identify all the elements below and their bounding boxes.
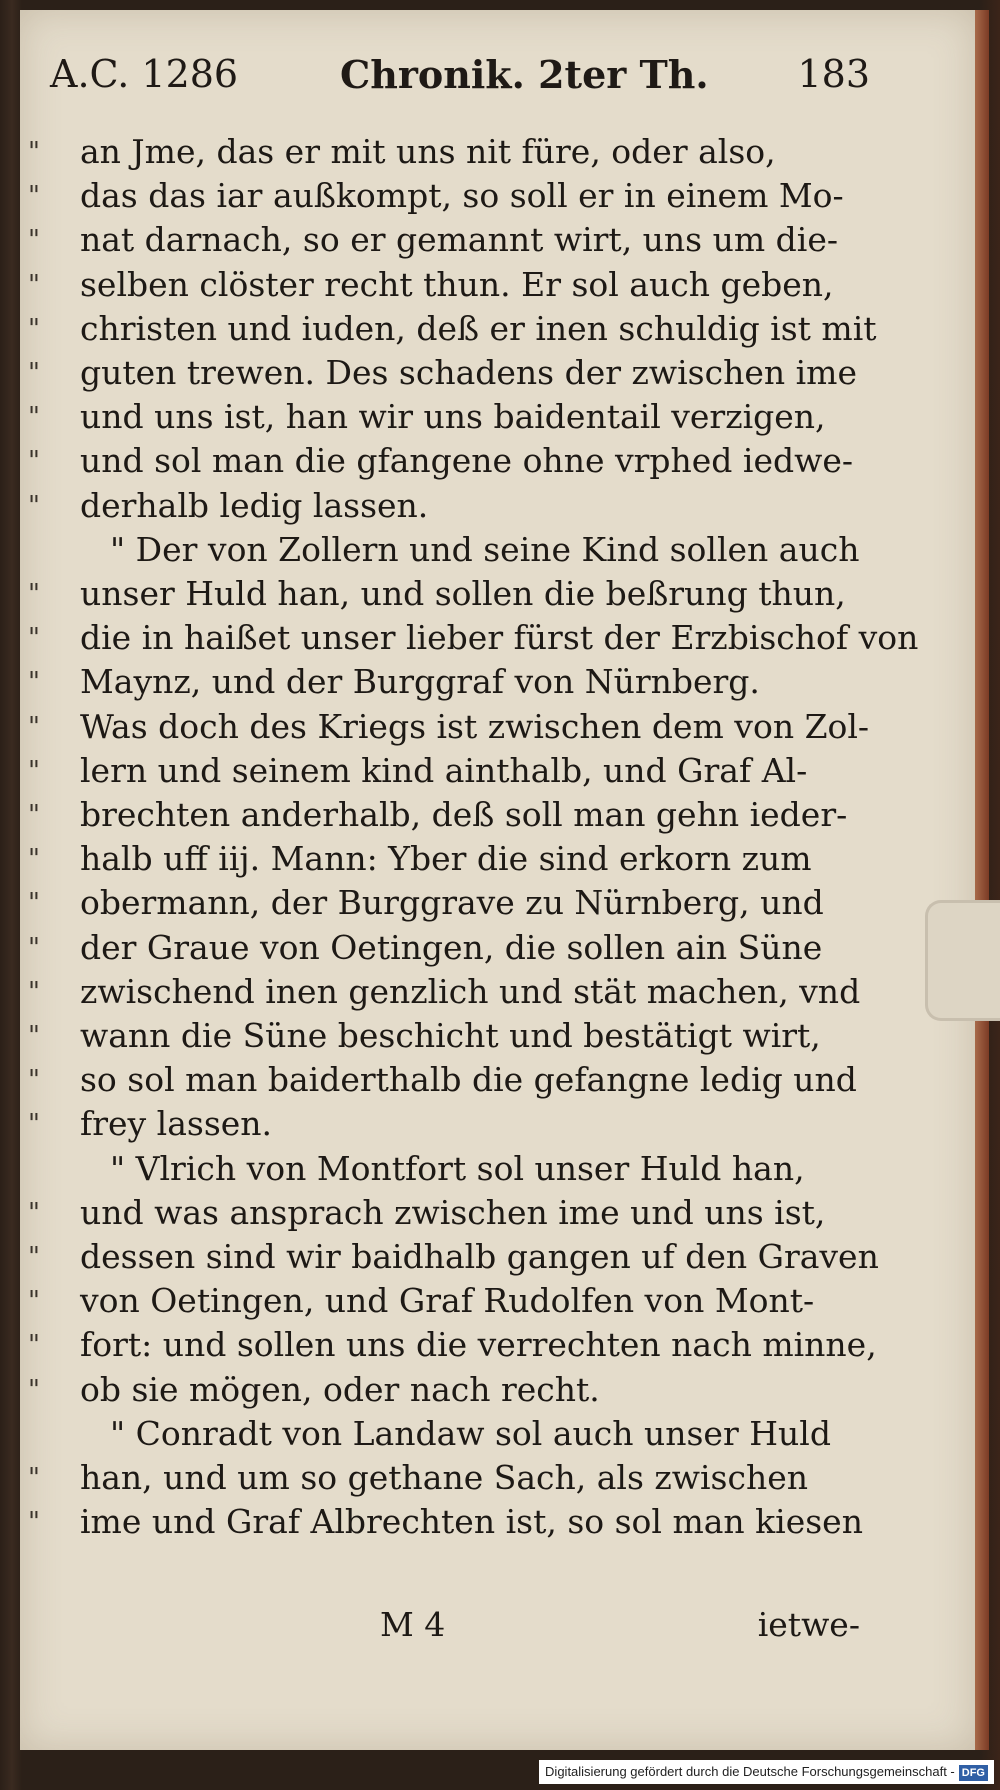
text-line bbox=[28, 1323, 888, 1367]
quotation-mark: " bbox=[28, 313, 40, 344]
line-text: lern und seinem kind ainthalb, und Graf Al- bbox=[80, 750, 808, 790]
line-text: zwischend inen genzlich und stät machen, vnd bbox=[80, 971, 861, 1011]
quotation-mark: " bbox=[28, 1374, 40, 1405]
quotation-mark: " bbox=[28, 1463, 40, 1493]
quotation-mark: " bbox=[28, 932, 40, 963]
page-number: 183 bbox=[797, 52, 870, 96]
line-text: han, und um so gethane Sach, als zwischen bbox=[80, 1458, 809, 1497]
text-line bbox=[28, 1102, 888, 1146]
line-text: ime und Graf Albrechten ist, so sol man kiesen bbox=[80, 1502, 863, 1542]
line-text: nat darnach, so er gemannt wirt, uns um die- bbox=[80, 220, 839, 260]
text-line bbox=[28, 1014, 888, 1058]
quotation-mark: " bbox=[28, 1286, 40, 1317]
line-text: Maynz, und der Burggraf von Nürnberg. bbox=[80, 662, 760, 702]
signature-mark: M 4 bbox=[380, 1605, 446, 1644]
line-text: fort: und sollen uns die verrechten nach minne, bbox=[80, 1325, 877, 1365]
text-line bbox=[28, 749, 888, 793]
text-line bbox=[28, 218, 888, 262]
quotation-mark: " bbox=[28, 711, 40, 742]
line-text: unser Huld han, und sollen die beßrung thun, bbox=[80, 574, 846, 613]
quotation-mark: " bbox=[28, 800, 40, 830]
line-text: und uns ist, han wir uns baidentail verzigen, bbox=[80, 397, 826, 437]
text-line bbox=[28, 705, 888, 749]
line-text: " Conradt von Landaw sol auch unser Huld bbox=[110, 1413, 831, 1453]
text-line bbox=[28, 395, 888, 439]
quotation-mark: " bbox=[28, 623, 40, 654]
page-footer bbox=[380, 1605, 860, 1649]
quotation-mark: " bbox=[28, 976, 40, 1007]
text-line bbox=[28, 881, 888, 925]
running-header bbox=[50, 52, 870, 112]
line-text: von Oetingen, und Graf Rudolfen von Mont- bbox=[80, 1281, 815, 1321]
quotation-mark: " bbox=[28, 358, 40, 388]
text-line bbox=[28, 1368, 888, 1412]
text-line bbox=[28, 660, 888, 704]
line-text: " Vlrich von Montfort sol unser Huld han, bbox=[110, 1148, 805, 1188]
text-line bbox=[28, 174, 888, 218]
quotation-mark: " bbox=[28, 490, 40, 521]
page-tab-marker bbox=[925, 900, 1000, 1021]
text-line bbox=[28, 1279, 888, 1323]
header-title: Chronik. 2ter Th. bbox=[340, 52, 709, 97]
line-text: " Der von Zollern und seine Kind sollen auch bbox=[110, 529, 860, 569]
text-line bbox=[28, 130, 888, 174]
line-text: guten trewen. Des schadens der zwischen ime bbox=[80, 353, 857, 392]
line-text: das das iar außkompt, so soll er in einem Mo- bbox=[80, 176, 844, 216]
line-text: frey lassen. bbox=[80, 1104, 273, 1144]
text-line bbox=[28, 616, 919, 660]
text-line bbox=[28, 1147, 888, 1191]
quotation-mark: " bbox=[28, 1242, 40, 1272]
digitization-credit bbox=[539, 1760, 994, 1784]
text-line bbox=[28, 837, 888, 881]
quotation-mark: " bbox=[28, 755, 40, 786]
line-text: obermann, der Burggrave zu Nürnberg, und bbox=[80, 883, 824, 923]
text-line bbox=[28, 351, 888, 395]
quotation-mark: " bbox=[28, 269, 40, 300]
line-text: so sol man baiderthalb die gefangne ledig und bbox=[80, 1060, 857, 1100]
quotation-mark: " bbox=[28, 1197, 40, 1228]
quotation-mark: " bbox=[28, 579, 40, 609]
quotation-mark: " bbox=[28, 225, 40, 256]
catchword: ietwe- bbox=[757, 1605, 860, 1644]
text-line bbox=[28, 793, 888, 837]
line-text: und was ansprach zwischen ime und uns ist, bbox=[80, 1192, 826, 1232]
line-text: brechten anderhalb, deß soll man gehn ieder- bbox=[80, 795, 848, 834]
quotation-mark: " bbox=[28, 181, 40, 212]
line-text: selben clöster recht thun. Er sol auch geben, bbox=[80, 264, 834, 304]
line-text: an Jme, das er mit uns nit füre, oder also, bbox=[80, 132, 776, 171]
text-line bbox=[28, 263, 888, 307]
quotation-mark: " bbox=[28, 844, 40, 875]
text-line bbox=[28, 1235, 888, 1279]
text-line bbox=[28, 528, 888, 572]
credit-text: Digitalisierung gefördert durch die Deutsche Forschungsgemeinschaft - bbox=[545, 1764, 955, 1779]
dfg-logo: DFG bbox=[959, 1765, 988, 1781]
text-line bbox=[28, 484, 888, 528]
line-text: und sol man die gfangene ohne vrphed iedwe- bbox=[80, 441, 854, 481]
quotation-mark: " bbox=[28, 1065, 40, 1096]
text-line bbox=[28, 1412, 888, 1456]
quotation-mark: " bbox=[28, 1330, 40, 1361]
quotation-mark: " bbox=[28, 1021, 40, 1051]
text-line bbox=[28, 439, 888, 483]
text-line bbox=[28, 307, 888, 351]
quotation-mark: " bbox=[28, 888, 40, 919]
quotation-mark: " bbox=[28, 402, 40, 433]
line-text: ob sie mögen, oder nach recht. bbox=[80, 1369, 600, 1409]
line-text: christen und iuden, deß er inen schuldig ist mit bbox=[80, 308, 877, 348]
header-year: A.C. 1286 bbox=[50, 52, 239, 96]
text-line bbox=[28, 926, 888, 970]
quotation-mark: " bbox=[28, 1507, 40, 1538]
line-text: derhalb ledig lassen. bbox=[80, 485, 429, 525]
text-line bbox=[28, 970, 888, 1014]
quotation-mark: " bbox=[28, 1109, 40, 1140]
line-text: Was doch des Kriegs ist zwischen dem von Zol- bbox=[80, 706, 870, 746]
line-text: der Graue von Oetingen, die sollen ain Süne bbox=[80, 927, 823, 967]
quotation-mark: " bbox=[28, 137, 40, 167]
text-line bbox=[28, 1456, 888, 1500]
quotation-mark: " bbox=[28, 667, 40, 698]
quotation-mark: " bbox=[28, 446, 40, 477]
text-line bbox=[28, 1191, 888, 1235]
line-text: halb uff iij. Mann: Yber die sind erkorn zum bbox=[80, 839, 812, 879]
line-text: wann die Süne beschicht und bestätigt wirt, bbox=[80, 1016, 821, 1055]
line-text: die in haißet unser lieber fürst der Erzbischof von bbox=[80, 618, 919, 658]
line-text: dessen sind wir baidhalb gangen uf den Graven bbox=[80, 1237, 879, 1276]
text-line bbox=[28, 1058, 888, 1102]
text-line bbox=[28, 1500, 888, 1544]
book-edge bbox=[975, 10, 989, 1750]
body-text bbox=[28, 130, 919, 1610]
text-line bbox=[28, 572, 888, 616]
